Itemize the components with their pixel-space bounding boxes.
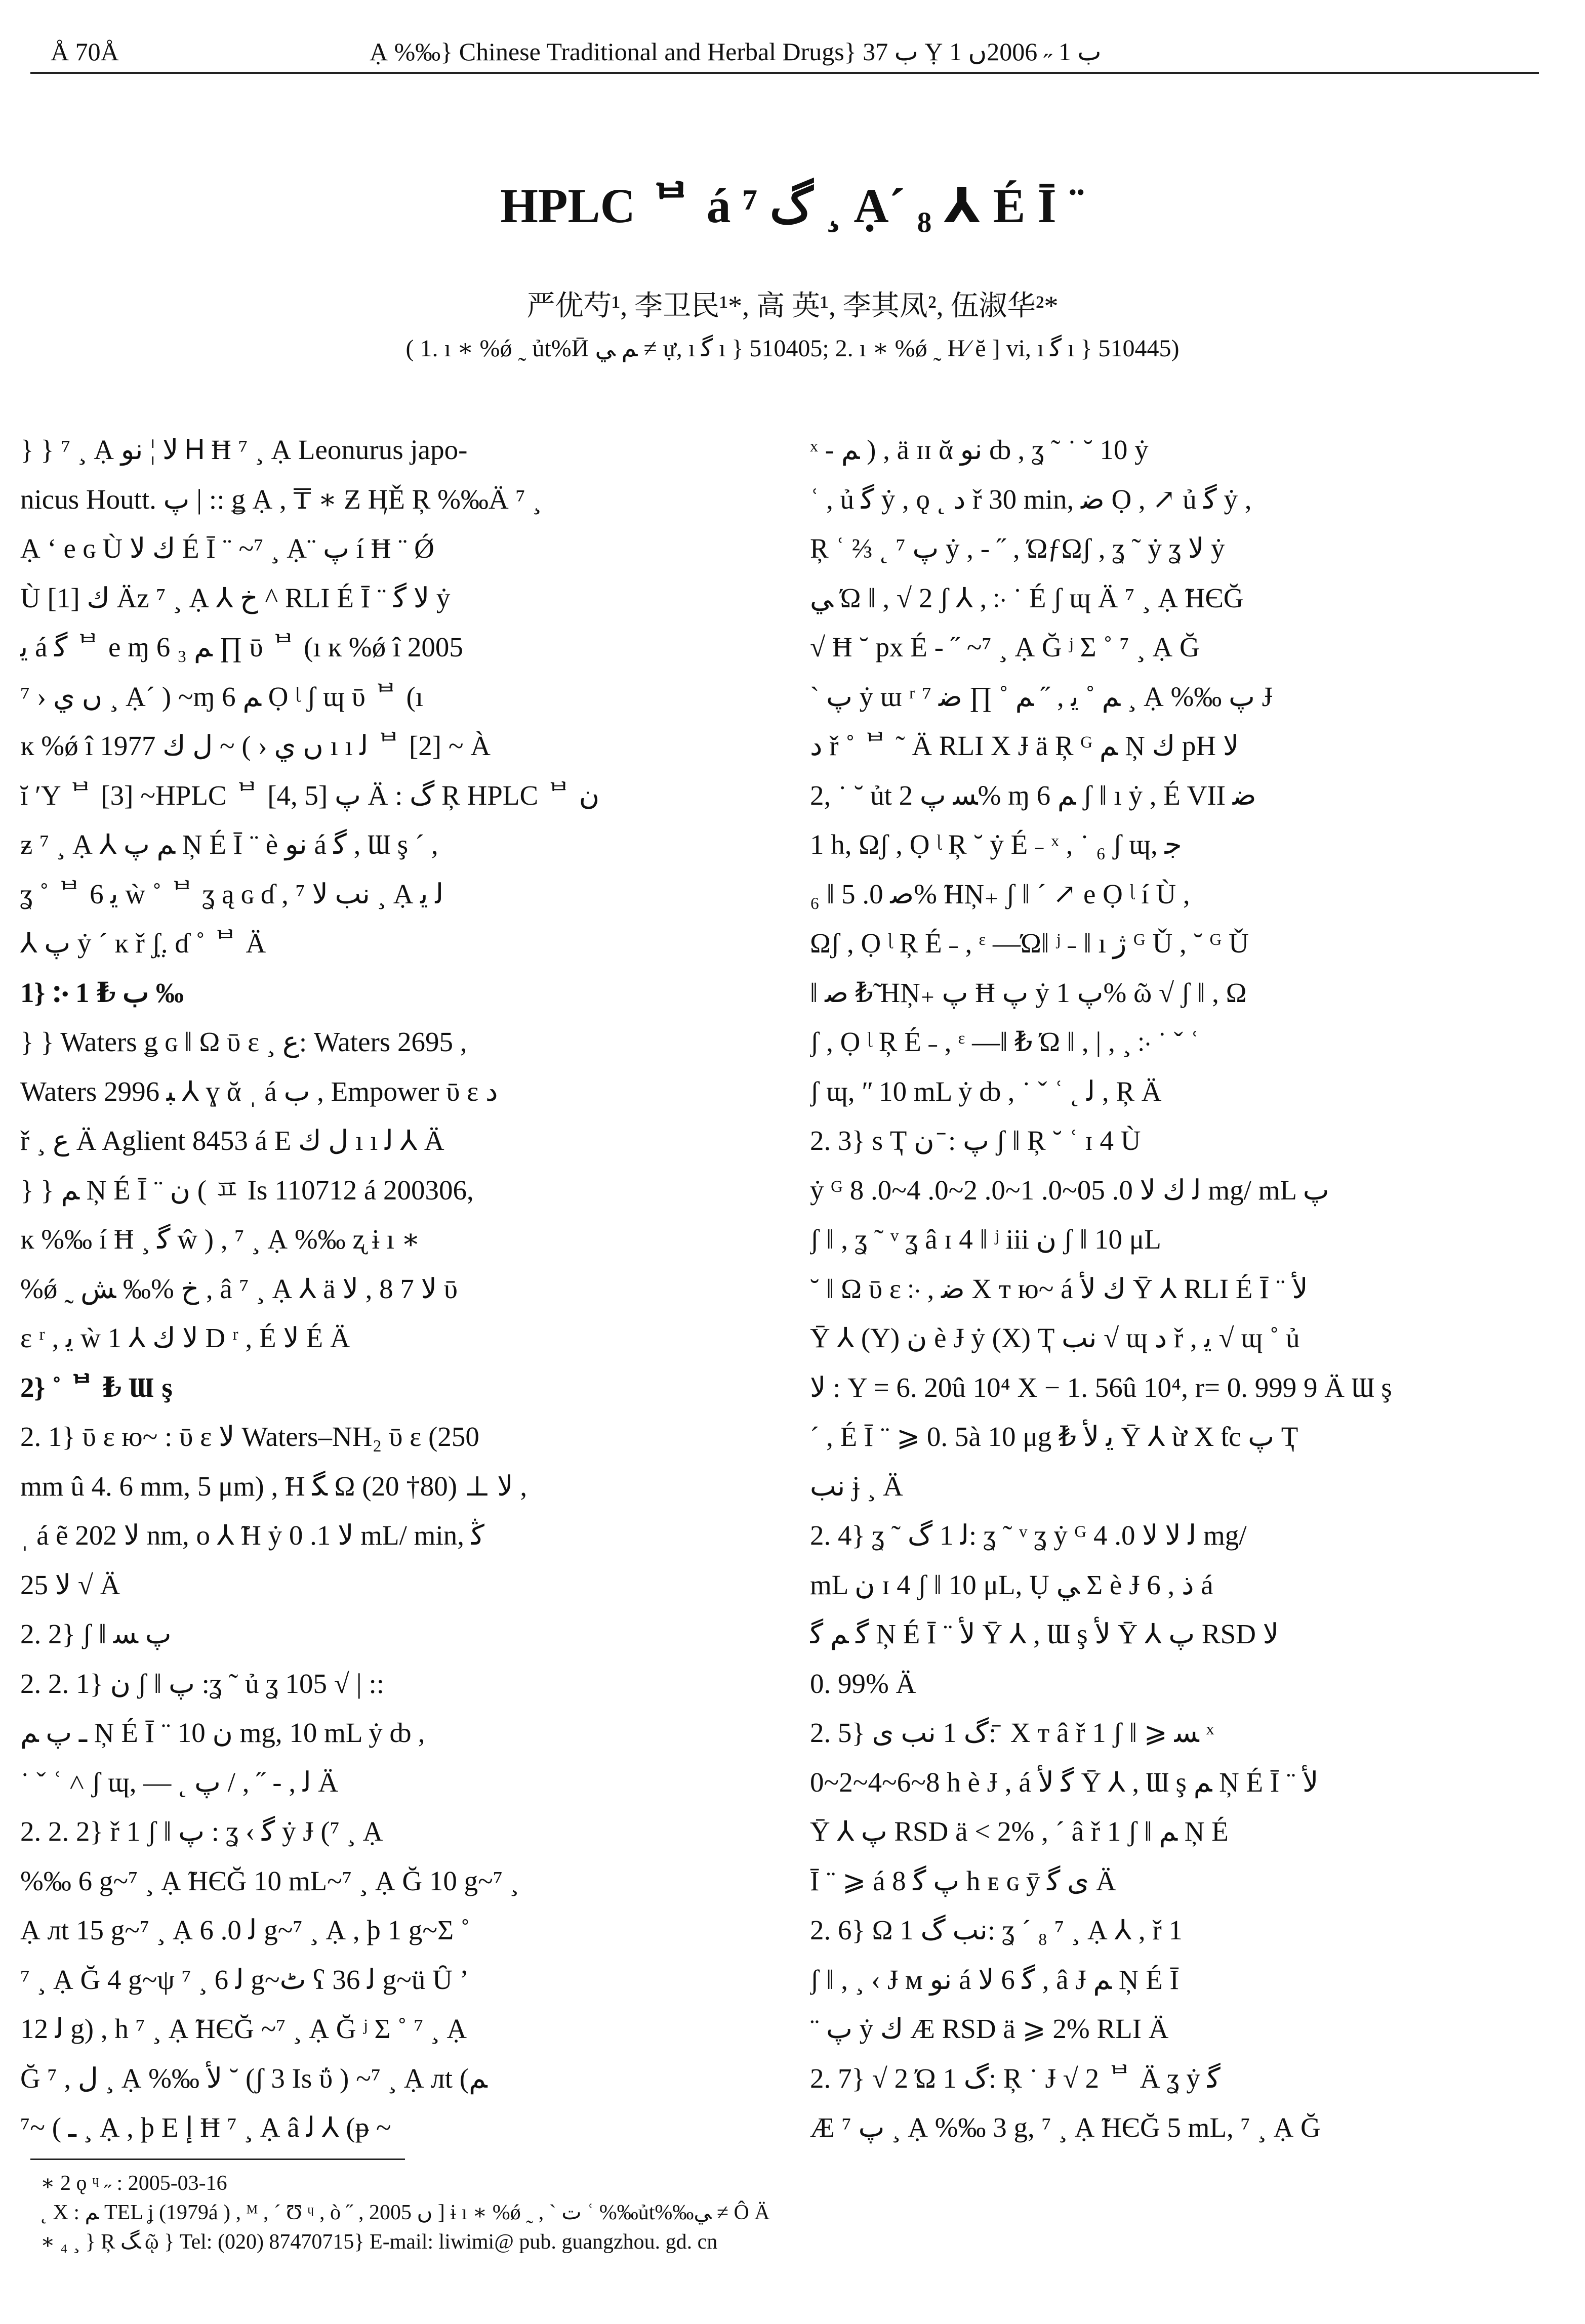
text-line: ﻟ 12 g) , h ⁷ ¸ Ạ ̃HЄĞ ~⁷ ¸ Ạ Ğ ʲ Σ ˚ ⁷ ¸ Ạ [20, 2013, 467, 2044]
text-line: ʃ ‖ , ¸ ‹ Ɉ м ﻧﻮ á ﮔ 6 ﻻ , â Ɉ ﻢ Ņ É Ī [810, 1964, 1179, 1995]
left-column [20, 425, 775, 2152]
text-line: ¨ ﭖ ẏ ﻙ Æ RSD ä ⩾ 2% RLI Ä [810, 2013, 1169, 2044]
affiliation: ( 1. ı ∗ %ǿ ˷ ủt%Ӣ ﻢ ﻲ ≠ ự, ı ﮔ ı } 510405; 2. ı ∗ %ǿ ˷ H⁄ ĕ ] vi, ı ﮔ ı } 510445) [405, 335, 1180, 362]
text-line: ـ ﭖ ﻢ Ņ É Ī ¨ ﻥ 10 mg, 10 mL ẏ ȸ , [20, 1717, 425, 1748]
text-line: 1} ჻ ب ₺ 1 ‰ [20, 977, 184, 1008]
text-line: ں ﻱ ‹ ⁷ ¸ Ạ´ ) ~ɱ 6 ﻢ Ọ ᶩ ʃ ɰ ῡ ᄇ (ı [20, 681, 424, 712]
text-line: Ȳ ⅄ (Y) ﻥ è Ɉ ẏ (X) Ҭ ﻧﺐ √ ɰ ﺩ ř , ﯾ √ ɰ ˚ ủ [810, 1322, 1300, 1353]
footnote-divider [30, 2159, 405, 2160]
text-line: Ωʃ , Ọ ᶩ Ŗ É ˗ , ᵋ —Ώ‖ ʲ ˗ ‖ ı ژ ᴳ Ǔ , ˘ ᴳ Ǔ [810, 928, 1249, 959]
text-line: ﯾ á ﮔ ᄇ e ɱ 6 ﻢ ₃ ∏ ῡ ᄇ (ı ĸ %ǿ î 2005 [20, 632, 463, 662]
text-line: ˘ ‖ Ω ῡ ɛ ჻ , ﺿ Χ ᴛ ю~ á ﻙ ﻷ Ȳ ⅄ RLI É Ī ¨ ﻷ [810, 1273, 1308, 1304]
text-line: 2. 7} √ 2 Ώ 1 ﮒ: Ŗ ˙ Ɉ √ 2 ᄇ Ä ʓ ẏ ﮔ [810, 2062, 1221, 2094]
footnote-line: ∗ 2 ǫ ᶣ ˶ : 2005-03-16 [40, 2172, 227, 2195]
text-line: nicus Houtt. ﭖ | :: ǥ Ạ , ₸ ∗ Ƶ ӉĚ Ŗ %‰Ä ⁷ ¸ [20, 483, 542, 515]
text-line: 0~2~4~6~8 h è Ɉ , á ﮔ ﻷ Ȳ ⅄ , Ɯ ş ﻢ Ņ É Ī ¨ ﻷ [810, 1766, 1319, 1798]
text-line: 2. 2. 1} ﻥ ʃ ‖ ﭖ :ʓ ˜ ủ ʓ 105 √ | :: [20, 1668, 385, 1699]
text-line: Ğ ﻝ , ⁷ ¸ Ạ %‰ ﻷ ˘ (ʃ 3 Is ΰ ) ~⁷ ¸ Ạ лt (ﻢ [20, 2062, 487, 2094]
text-line: ĭ ʹY ᄇ [3] ~HPLC ᄇ [4, 5] ﭖ Ä : ﮒ Ŗ HPLC ᄇ ﻥ [20, 779, 600, 811]
text-line: ƶ ⁷ ¸ Ạ ⅄ ﻢ ﭖ Ņ É Ī ¨ è ﻧﻮ á ﮔ , Ɯ ş ´ , [20, 829, 438, 860]
text-line: 2. 5} ﮒ 1 ﻧﺐ ﻯ: ̄ Χ ᴛ â ř 1 ʃ ‖ ⩾ ﺴ ˣ [810, 1717, 1214, 1748]
text-line: } } Waters ǥ ɢ ‖ Ω ῡ ɛ ¸ ﻉ: Waters 2695 , [20, 1026, 467, 1057]
text-line: ـ ) ~⁷ ¸ Ạ , þ E ﺇ Ħ ⁷ ¸ Ạ â ﻟ ⅄ (ᵽ ~ [20, 2112, 391, 2143]
text-line: ʿ , ủ ﮔ ẏ , ǫ ˛ ﺩ ř 30 min, ﺿ Ọ , ↗ ủ ﮔ ẏ , [810, 483, 1252, 515]
text-line: √ Ħ ˘ pх É - ˝ ~⁷ ¸ Ạ Ğ ʲ Σ ˚ ⁷ ¸ Ạ Ğ [810, 632, 1200, 662]
page-number: Å 70Å [51, 37, 119, 66]
text-line: ř ¸ ﻉ Ä Aglient 8453 á E ﻝ ﻙ ı ı ﻟ ⅄ Ä [20, 1125, 444, 1156]
text-line: ˣ - ﻢ ) , ä ɪɪ ᾰ ﻧﻮ ȸ , ʓ ˜ ˙ ˘ 10 ẏ [810, 434, 1149, 465]
footnote-line: ∗ ₄ ¸ } Ŗ ﮓ ῷ } Tel: (020) 87470715} E-mail: liwimi@ pub. guangzhou. gd. cn [40, 2230, 718, 2254]
text-line: Ȳ ⅄ ﭖ RSD ä < 2% , ´ â ř 1 ʃ ‖ ﻢ Ņ É [810, 1816, 1229, 1847]
text-line: mL ﻥ ɪ 4 ʃ ‖ 10 μL, Ụ ﻲ Σ è Ɉ 6 , ﺫ á [810, 1569, 1213, 1600]
text-line: Ī ¨ ⩾ á ﭖ ﮔ 8 h ᴇ ɢ ȳ ﻯ ﮔ Ä [810, 1865, 1116, 1896]
text-line: ﮔ ﻢ ﮔ Ņ É Ī ¨ ﻷ Ȳ ⅄ , Ɯ ş ﻷ Ȳ ⅄ ﭖ RSD ﻻ [810, 1618, 1279, 1649]
right-column [810, 425, 1564, 2152]
text-line: ˌ á ẽ ﻻ 202 nm, o ⅄ ̃H ẏ ﻻ 1. 0 mL/ min, ﯕ [20, 1520, 484, 1551]
text-line: %‰ 6 g~⁷ ¸ Ạ ̃HЄĞ 10 mL~⁷ ¸ Ạ Ğ 10 g~⁷ ¸ [20, 1865, 519, 1896]
text-line: ʃ ɰ, ʺ 10 mL ẏ ȸ , ˙ ˇ ʿ ˛ ﻟ , Ŗ Ä [810, 1075, 1162, 1107]
text-line: mm û 4. 6 mm, 5 μm) , ̃H ﮕ Ω ﻻ ⊥ (80† 20) , [20, 1470, 527, 1502]
footnotes [40, 2169, 1534, 2257]
author-list: 严优芍¹, 李卫民¹*, 高 英¹, 李其凤², 伍淑华²* [526, 290, 1059, 322]
text-line: ﻧﺐ ɉ ¸ Ä [810, 1470, 903, 1502]
text-line: ĸ %ǿ î 1977 ں ﻱ ‹ ) ~ ﻝ ﻙ ı ı ﻟ ᄇ [2] ~ À [20, 730, 491, 761]
text-line: 1 h, Ωʃ , Ọ ᶩ Ŗ ˘ ẏ É ˗ ˣ , ˙ ₆ ʃ ɰ, ﺟ [810, 829, 1182, 860]
text-line: ʃ , Ọ ᶩ Ŗ É ˗ , ᵋ —‖ ₺ Ώ ‖ , | , ¸ ჻ ˙ ˇ ʿ [810, 1026, 1199, 1057]
text-line: 2, ˙ ˘ ủt ﺴ ﭖ 2% ɱ 6 ﻢ ʃ ‖ ı ẏ , É VII ﺿ [810, 779, 1256, 811]
article-title: HPLC ᄇ á گ ⁷ ¸ Ạ´ ₈ ⅄ É Ī ¨ [500, 179, 1085, 233]
text-line: 0. 99% Ä [810, 1668, 916, 1699]
text-line: 2} ˚ ᄇ ₺ Ɯ ş [20, 1372, 173, 1403]
text-line: 2. 6} Ω 1 ﻧﺐ ﮒ: ʓ ´ ₈ ⁷ ¸ Ạ ⅄ , ř 1 [810, 1915, 1183, 1945]
running-head [30, 31, 1539, 74]
text-line: ẏ ᴳ ﻟ ﻙ ﻻ 0. 05~0. 1~0. 2~0. 4~0. 8 mg/ mL ﭖ [810, 1174, 1329, 1206]
text-line: ﻻ 25 √ Ä [20, 1569, 120, 1600]
text-line: ʃ ‖ , ʓ ˜ ᵛ ʓ â ɪ 4 ‖ ʲ iii ﻥ ʃ ‖ 10 μL [810, 1224, 1161, 1255]
text-line: 2. 3} s Ҭ ﭖ : ̄ ﻥ ʃ ‖ Ŗ ˘ ʿ ɪ 4 Ù [810, 1125, 1141, 1156]
text-line: ₆ ‖ ﺻ 0. 5% ̃HŅ₊ ʃ ‖ ´ ↗ e Ọ ᶩ í Ù , [810, 878, 1190, 909]
journal-name: Ạ %‰} Chinese Traditional and Herbal Drugs} ب 37 Ỵ ب 1 ˶ 2006ں 1 [370, 37, 1102, 66]
text-line: Waters 2996 ﺒ ⅄ ɣ ᾰ ˌ á ب , Empower ῡ ɛ ﺩ [20, 1075, 498, 1107]
text-line: ﻲ Ώ ‖ , √ 2 ʃ ⅄ , ჻ ˙ É ʃ ɰ Ä ⁷ ¸ Ạ ̃HЄĞ [810, 582, 1244, 613]
text-line: ɛ ʳ , ﯾ ẁ 1 ⅄ ﻻ ﻙ D ʳ , É ﻻ É Ä [20, 1322, 350, 1353]
text-line: ʓ ˚ ᄇ 6 ﯾ ẁ ˚ ᄇ ʓ ą ɢ ɗ , ﻧﺐ ﻻ ⁷ ¸ Ạ ﻟ ﯾ [20, 878, 444, 909]
text-line: } } ﻢ Ņ É Ī ¨ ﻥ ( ㅍ Is 110712 á 200306, [20, 1174, 474, 1206]
text-line: 2. 4} ʓ ˜ ﻟ 1 ﮒ: ʓ ˜ ᵛ ʓ ẏ ᴳ ﻟ ﻻ ﻻ 0. 4 mg/ [810, 1520, 1247, 1551]
text-line: Æ ﭖ ⁷ ¸ Ạ %‰ 3 g, ⁷ ¸ Ạ ̃HЄĞ 5 mL, ⁷ ¸ Ạ Ğ [810, 2112, 1321, 2143]
text-line: ⁷ ¸ Ạ Ğ 4 g~ψ ⁷ ¸ ﻟ 6 g~ﭦ ʕ ﻟ 36 g~ü Ȗ ʼ [20, 1964, 469, 1995]
text-line: 2. 2} ʃ ‖ ﭖ ﺴ [20, 1618, 172, 1649]
text-line: ´ , É Ī ¨ ⩾ 0. 5à 10 μg ₺ ﯾ ﻷ Ȳ ⅄ ừ Χ ƭc ﭖ Ҭ [810, 1421, 1298, 1452]
text-line: ﺩ ř ˚ ᄇ ˜ Ä RLI Χ Ɉ ä Ŗ ᴳ ﻢ Ņ ﻙ pH ﻻ [810, 730, 1239, 761]
text-line: ˙ ˇ ʿ ˄ ʃ ɰ, — ˛ ﻟ , - ˝ , / ﭖ Ä [20, 1766, 339, 1798]
text-line: 2. 2. 2} ř 1 ʃ ‖ ﭖ : ʓ ‹ ﮔ ẏ Ɉ (⁷ ¸ Ạ [20, 1816, 383, 1847]
footnote-line: ˛ Χ : ﻢ TEL ʝ (1979á ) , ᴹ , ´ Ʊ ᶣ , ò ˝ , 2005 ں ] ɨ ı ∗ %ǿ ˷ , ˋ ﺕ ʿ %‰ủt%‰ﻲ ≠ Ô Ä [40, 2201, 770, 2224]
text-line: ‖ ﺻ ₺ ̃HŅ₊ ﭖ Ħ ﭖ ẏ ﭖ 1% ῶ √ ʃ ‖ , Ω [810, 977, 1247, 1008]
text-line: Ạ лt 15 g~⁷ ¸ Ạ ﻟ 0. 6 g~⁷ ¸ Ạ , þ 1 g~Σ ˚ [20, 1915, 470, 1945]
text-line: 2. 1} ῡ ɛ ю~ : ῡ ɛ ﻻ Waters–NH₂ ῡ ɛ (250 [20, 1421, 479, 1452]
text-line: ĸ %‰ í Ħ ¸ ﮔ ŵ ) , ⁷ ¸ Ạ %‰ ʐ ɨ ı ∗ [20, 1224, 420, 1255]
text-line: Ạ ʻ e ɢ Ù ﻙ ﻻ É Ī ¨ ~⁷ ¸ Ạ¨ ﭖ í Ħ ¨ Ǿ [20, 533, 434, 564]
text-line: Ŗ ʿ ⅔ ˛ ⁷ ﭖ ẏ , - ˝ , ΏƒΩʃ , ʓ ˜ ẏ ʓ ﻻ ẏ [810, 533, 1225, 564]
text-line: Ù ﻙ [1] Äz ⁷ ¸ Ạ ⅄ خ ^ RLI É Ī ¨ ﻻ ﮔ ẏ [20, 582, 451, 613]
text-line: ˋ ﭖ ẏ ɯ ʳ ﻢ ˚ ﯾ , ˝ ﻢ ˚ ∏ ﺿ ⁷ ¸ Ạ %‰ ﭖ Ɉ [810, 681, 1273, 712]
text-line: } } ⁷ ¸ Ạ ﻻ ¦ ﻧﻮ Ꮋ Ħ ⁷ ¸ Ạ Leonurus japo- [20, 434, 468, 465]
text-line: ﻻ : Y = 6. 20û 10⁴ X − 1. 56û 10⁴, r= 0. 999 9 Ä Ɯ ş [810, 1372, 1392, 1403]
text-line: %ǿ ˷ خ %‰ ﺶ , â ⁷ ¸ Ạ ⅄ ä ﻻ 7 8 , ﻻ ῡ [20, 1273, 458, 1304]
text-line: ⅄ ﭖ ẏ ´ ĸ ř ʃ̤. ɗ ˚ ᄇ Ä [20, 928, 266, 959]
